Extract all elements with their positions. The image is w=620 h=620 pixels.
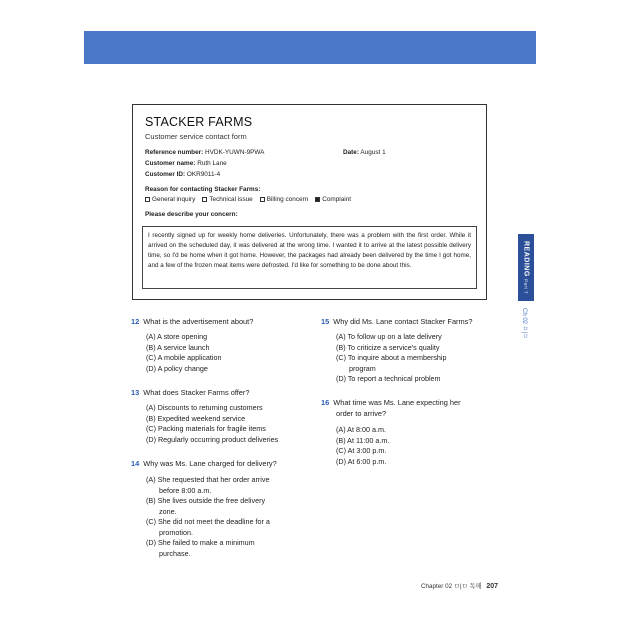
- page-number: 207: [486, 583, 499, 590]
- describe-label: Please describe your concern:: [145, 211, 238, 218]
- option-label: Billing concern: [266, 196, 309, 203]
- answer-option[interactable]: (A) A store opening: [146, 332, 208, 341]
- answer-option-continued: promotion.: [159, 527, 193, 537]
- question-13-options: [146, 403, 278, 445]
- name-label: Customer name:: [145, 160, 196, 167]
- question-14-options: [146, 475, 270, 559]
- contact-form: [132, 104, 487, 300]
- question-text: Why was Ms. Lane charged for delivery?: [143, 459, 277, 468]
- question-16-options: [336, 425, 389, 467]
- answer-option[interactable]: (D) A policy change: [146, 363, 208, 373]
- answer-option[interactable]: (D) To report a technical problem: [336, 374, 441, 383]
- question-number: 13: [131, 388, 140, 397]
- answer-option[interactable]: (A) She requested that her order arrive: [146, 475, 270, 484]
- section-tab: [518, 234, 534, 301]
- header-band: [84, 31, 536, 64]
- question-14: [131, 459, 277, 468]
- question-13: [131, 388, 249, 397]
- date-label: Date:: [343, 149, 359, 156]
- question-15-options: [336, 332, 447, 385]
- name-row: [145, 160, 227, 167]
- question-number: 12: [131, 317, 140, 326]
- answer-option[interactable]: (A) At 8:00 a.m.: [336, 425, 386, 434]
- question-text: What does Stacker Farms offer?: [143, 388, 250, 397]
- answer-option[interactable]: (B) She lives outside the free delivery: [146, 496, 266, 505]
- question-text: What time was Ms. Lane expecting her: [333, 398, 461, 407]
- side-chapter-label: Ch 02 ㅁ|ㅁ: [521, 308, 527, 340]
- answer-option[interactable]: (A) To follow up on a late delivery: [336, 332, 442, 341]
- reason-row: [145, 186, 260, 193]
- question-number: 15: [321, 317, 330, 326]
- answer-option-continued: before 8:00 a.m.: [159, 485, 212, 495]
- date-row: [343, 149, 386, 156]
- question-12: [131, 317, 253, 326]
- question-16-continued: [336, 409, 386, 418]
- section-tab-part: Part 7: [523, 278, 529, 294]
- concern-text: I recently signed up for weekly home deliveries. Unfortunately, there was a problem with the first order. While it arrived on the scheduled day, it was delivered at the wrong time. I wanted it to arrive at the latest possible delivery time, so I'd be home when it got home. However, the packages had already been delivered by the time I got home, and a few of the frozen meat items were defrosted. I'd like for something to be done about this.: [142, 226, 477, 289]
- answer-option-continued: zone.: [159, 506, 177, 516]
- question-text: Why did Ms. Lane contact Stacker Farms?: [333, 317, 473, 326]
- answer-option[interactable]: (C) At 3:00 p.m.: [336, 446, 387, 455]
- name-value: Ruth Lane: [197, 160, 227, 167]
- answer-option[interactable]: (B) To criticize a service's quality: [336, 342, 440, 352]
- answer-option[interactable]: (C) She did not meet the deadline for a: [146, 517, 270, 526]
- option-label: Complaint: [322, 196, 352, 203]
- checkbox-icon[interactable]: [202, 197, 207, 202]
- answer-option[interactable]: (D) She failed to make a minimum: [146, 538, 255, 547]
- checked-checkbox-icon[interactable]: [315, 197, 320, 202]
- option-label: General inquiry: [152, 196, 196, 203]
- section-tab-label: READING: [522, 241, 530, 277]
- customer-id-value: OKR9011-4: [186, 171, 221, 178]
- option-label: Technical issue: [209, 196, 253, 203]
- reason-options: [145, 196, 351, 203]
- describe-row: [145, 211, 238, 218]
- reference-label: Reference number:: [145, 149, 204, 156]
- answer-option[interactable]: (D) Regularly occurring product deliveries: [146, 434, 279, 444]
- answer-option[interactable]: (B) A service launch: [146, 342, 210, 352]
- answer-option[interactable]: (B) At 11:00 a.m.: [336, 435, 390, 445]
- answer-option-continued: purchase.: [159, 548, 191, 558]
- question-12-options: [146, 332, 222, 374]
- question-number: 14: [131, 459, 140, 468]
- option-billing-concern[interactable]: [260, 196, 309, 203]
- reason-label: Reason for contacting Stacker Farms:: [145, 186, 261, 193]
- customer-id-row: [145, 171, 220, 178]
- question-number: 16: [321, 398, 330, 407]
- question-text-continued: order to arrive?: [336, 409, 387, 418]
- option-general-inquiry[interactable]: [145, 196, 195, 203]
- checkbox-icon[interactable]: [145, 197, 150, 202]
- answer-option-continued: program: [349, 363, 376, 373]
- form-subtitle: Customer service contact form: [145, 132, 247, 141]
- reference-row: [145, 149, 264, 156]
- question-text: What is the advertisement about?: [143, 317, 254, 326]
- answer-option[interactable]: (D) At 6:00 p.m.: [336, 456, 387, 466]
- footer-chapter: Chapter 02 ㅁ|ㅁ 독해: [421, 583, 482, 590]
- answer-option[interactable]: (C) To inquire about a membership: [336, 353, 447, 362]
- option-complaint[interactable]: [315, 196, 351, 203]
- answer-option[interactable]: (A) Discounts to returning customers: [146, 403, 263, 412]
- question-15: [321, 317, 472, 326]
- form-title: STACKER FARMS: [145, 115, 253, 129]
- date-value: August 1: [360, 149, 386, 156]
- answer-option[interactable]: (B) Expedited weekend service: [146, 413, 246, 423]
- answer-option[interactable]: (C) A mobile application: [146, 353, 222, 362]
- option-technical-issue[interactable]: [202, 196, 252, 203]
- checkbox-icon[interactable]: [260, 197, 265, 202]
- question-16: [321, 398, 461, 407]
- customer-id-label: Customer ID:: [145, 171, 186, 178]
- page-footer: [421, 581, 498, 590]
- reference-value: HVDK-YUWN-9PWA: [205, 149, 265, 156]
- answer-option[interactable]: (C) Packing materials for fragile items: [146, 424, 266, 433]
